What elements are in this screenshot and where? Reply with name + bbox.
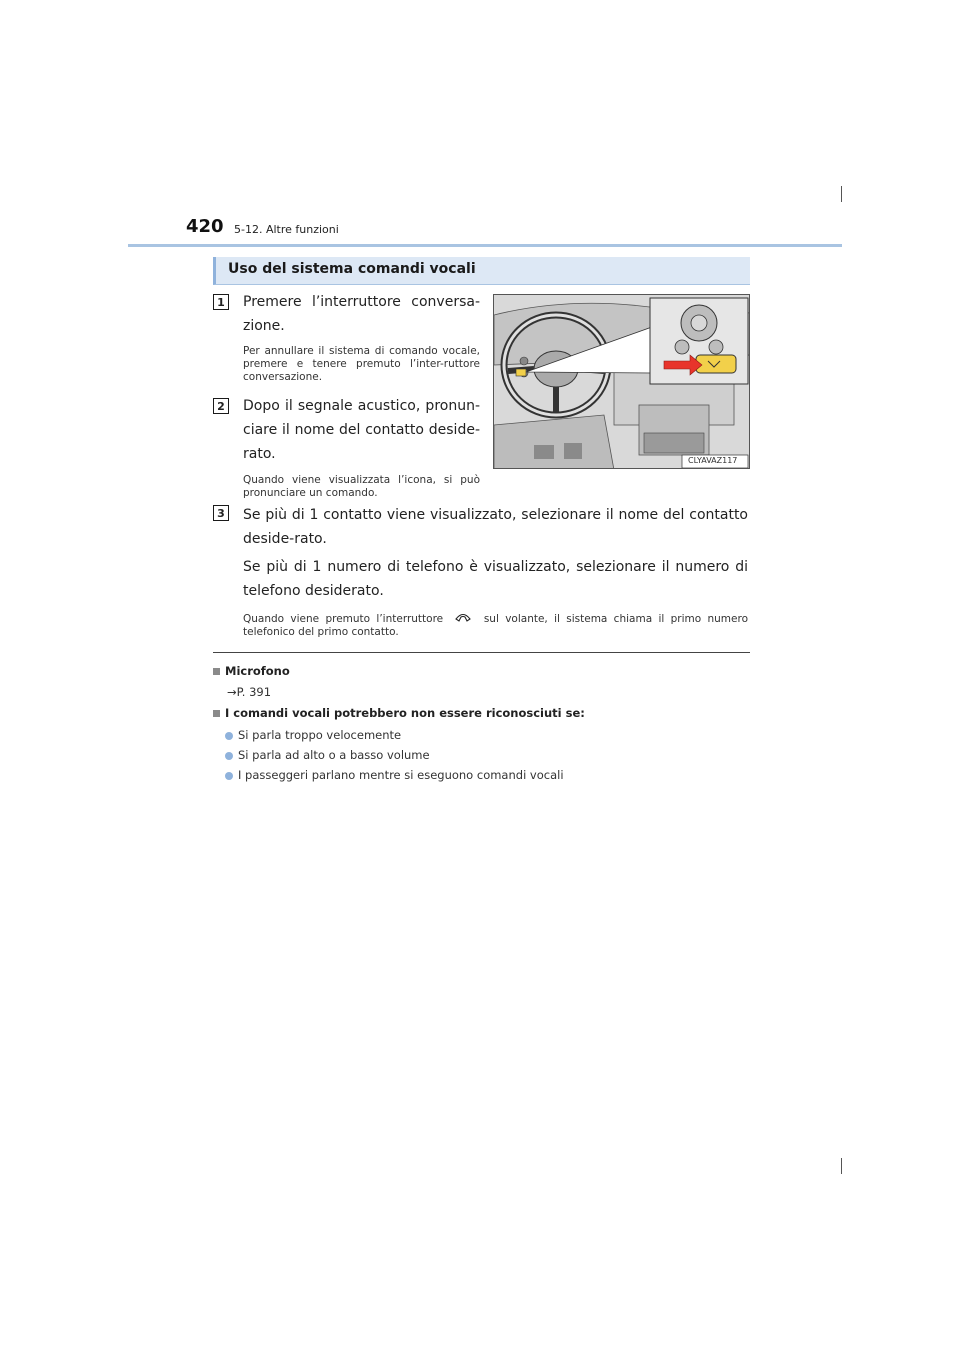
- step-2-line1: Dopo il segnale acustico, pronun-: [243, 398, 480, 414]
- bullet-dot-icon: [225, 732, 233, 740]
- list-item: [225, 768, 753, 782]
- steering-wheel-switch-illustration-icon: [494, 295, 750, 469]
- crop-mark-bottom: [841, 1158, 842, 1174]
- section-header: [213, 257, 750, 285]
- step-number-1: 1: [213, 294, 229, 310]
- list-item-text: Si parla ad alto o a basso volume: [238, 748, 430, 762]
- phone-icon: [454, 610, 472, 622]
- info-microfono-heading-text: Microfono: [225, 664, 290, 678]
- step-2-text: [243, 394, 480, 466]
- list-item-text: Si parla troppo velocemente: [238, 728, 402, 742]
- chapter-title: 5-12. Altre funzioni: [234, 223, 339, 236]
- crop-mark-top: [841, 186, 842, 202]
- step-1-text: [243, 290, 480, 338]
- illustration-code: CLYAVAZ117: [688, 456, 738, 465]
- step-2-note: Quando viene visualizzata l’icona, si può pronunciare un comando.: [243, 474, 480, 499]
- step-3-note-part1: Quando viene premuto l’interruttore: [243, 613, 444, 625]
- page-number: 420: [186, 216, 224, 237]
- info-microfono-reference: →P. 391: [227, 685, 272, 699]
- section-title: Uso del sistema comandi vocali: [228, 261, 476, 277]
- info-recognition-heading-text: I comandi vocali potrebbero non essere riconosciuti se:: [225, 706, 585, 720]
- step-2-line3: rato.: [243, 446, 276, 462]
- bullet-dot-icon: [225, 752, 233, 760]
- step-1-line1: Premere l’interruttore conversa-: [243, 294, 480, 310]
- steering-wheel-illustration: [493, 294, 750, 469]
- step-2-line2: ciare il nome del contatto deside-: [243, 422, 480, 438]
- info-recognition: [213, 706, 753, 782]
- info-microfono-heading: [213, 664, 290, 678]
- step-3-note-part2: sul volante, il sistema chiama il primo numero telefonico del primo contatto.: [243, 613, 749, 638]
- square-bullet-icon: [213, 710, 220, 717]
- phone-switch-icon: [449, 610, 477, 626]
- step-1-note: Per annullare il sistema di comando vocale, premere e tenere premuto l’inter-ruttore conversazione.: [243, 345, 480, 383]
- info-microfono: [213, 664, 290, 699]
- step-number-3: 3: [213, 505, 229, 521]
- bullet-dot-icon: [225, 772, 233, 780]
- list-item: [225, 728, 753, 742]
- step-number-2: 2: [213, 398, 229, 414]
- step-1-line2: zione.: [243, 318, 285, 334]
- header-rule: [128, 244, 842, 247]
- step-3-text-2: Se più di 1 numero di telefono è visualizzato, selezionare il numero di telefono desiderato.: [243, 559, 748, 599]
- step-3-text-1: Se più di 1 contatto viene visualizzato, selezionare il nome del contatto deside-rato.: [243, 507, 748, 547]
- square-bullet-icon: [213, 668, 220, 675]
- step-3-note: [243, 610, 748, 639]
- list-item-text: I passeggeri parlano mentre si eseguono comandi vocali: [238, 768, 564, 782]
- list-item: [225, 748, 753, 762]
- info-recognition-heading: [213, 706, 753, 720]
- section-divider: [213, 652, 750, 653]
